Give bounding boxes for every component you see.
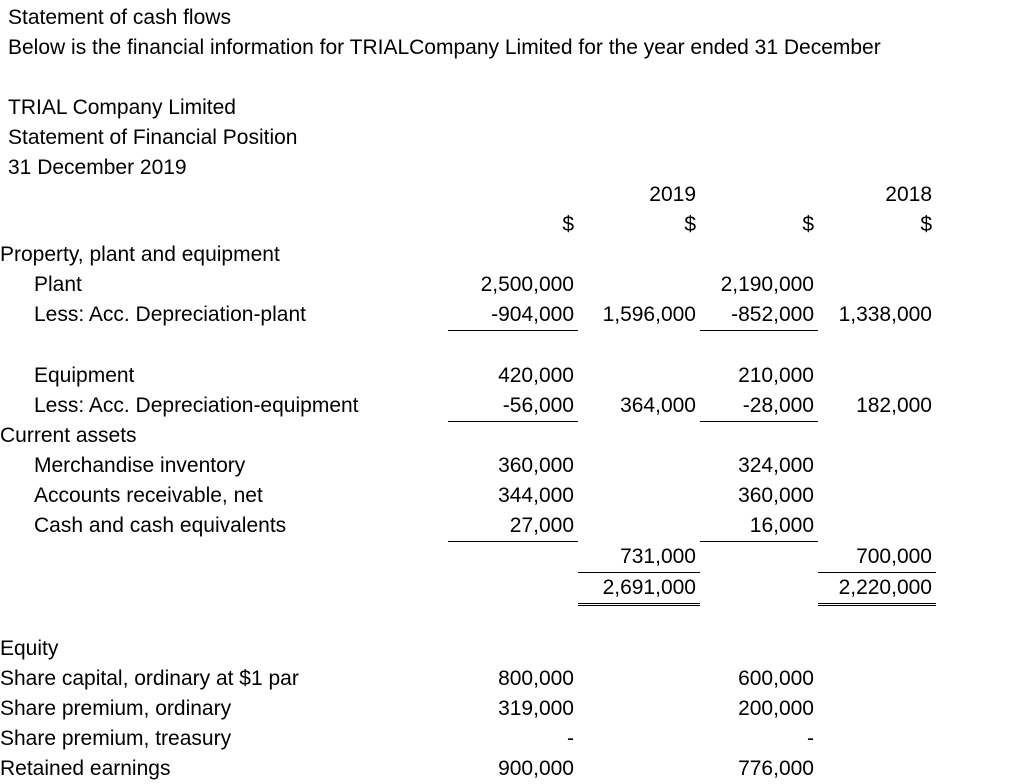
- value-cell: 344,000: [498, 484, 574, 507]
- value-cell: 2,190,000: [720, 273, 814, 296]
- table-row: [0, 451, 936, 481]
- table-row: [0, 270, 936, 300]
- value-cell: -28,000: [700, 391, 818, 422]
- document-title: Statement of cash flows: [8, 6, 231, 29]
- value-cell: -: [807, 727, 814, 750]
- statement-name: Statement of Financial Position: [8, 126, 298, 149]
- currency-header: $: [562, 213, 574, 236]
- value-cell: 324,000: [738, 454, 814, 477]
- value-cell: -904,000: [448, 300, 578, 331]
- row-label: Cash and cash equivalents: [34, 514, 287, 538]
- spacer-row: [0, 331, 936, 361]
- table-row: [0, 572, 936, 604]
- table-row: [0, 724, 936, 754]
- value-cell: 600,000: [738, 667, 814, 690]
- value-cell: 27,000: [448, 511, 578, 542]
- year-2019-header: 2019: [649, 183, 696, 206]
- table-row: [0, 240, 936, 270]
- row-label: Equipment: [34, 363, 135, 387]
- row-label: Retained earnings: [0, 757, 171, 780]
- year-2018-header: 2018: [885, 183, 932, 206]
- row-label: Share premium, ordinary: [0, 697, 232, 720]
- section-heading: Current assets: [0, 424, 137, 447]
- currency-header-row: [0, 210, 936, 240]
- table-row: [0, 542, 936, 573]
- row-label: Plant: [34, 273, 82, 296]
- currency-header: $: [920, 213, 932, 236]
- subtotal-cell: 1,596,000: [602, 303, 696, 327]
- table-row: [0, 361, 936, 391]
- row-label: Less: Acc. Depreciation-equipment: [34, 393, 359, 417]
- value-cell: 2,500,000: [480, 273, 574, 296]
- value-cell: 776,000: [738, 757, 814, 780]
- total-assets-2019: 2,691,000: [578, 572, 700, 604]
- subtotal-cell: 1,338,000: [838, 303, 932, 327]
- row-label: Share premium, treasury: [0, 727, 232, 750]
- document-intro: Below is the financial information for TRIALCompany Limited for the year ended 31 December: [8, 36, 881, 59]
- value-cell: 800,000: [498, 667, 574, 690]
- year-header-row: [0, 180, 936, 210]
- subtotal-cell: 182,000: [856, 393, 932, 417]
- value-cell: 900,000: [498, 757, 574, 780]
- value-cell: 420,000: [498, 363, 574, 387]
- row-label: Merchandise inventory: [34, 454, 246, 477]
- value-cell: 360,000: [738, 484, 814, 507]
- table-row: [0, 300, 936, 331]
- value-cell: 210,000: [738, 363, 814, 387]
- value-cell: 319,000: [498, 697, 574, 720]
- table-row: [0, 694, 936, 724]
- value-cell: -56,000: [448, 391, 578, 422]
- subtotal-cell: 364,000: [620, 393, 696, 417]
- value-cell: -: [567, 727, 574, 750]
- current-assets-total-2018: 700,000: [818, 542, 936, 573]
- currency-header: $: [802, 213, 814, 236]
- value-cell: 200,000: [738, 697, 814, 720]
- table-row: [0, 634, 936, 664]
- value-cell: 360,000: [498, 454, 574, 477]
- table-row: [0, 664, 936, 694]
- total-assets-2018: 2,220,000: [818, 572, 936, 604]
- section-heading: Equity: [0, 637, 59, 660]
- row-label: Share capital, ordinary at $1 par: [0, 667, 299, 690]
- section-heading: Property, plant and equipment: [0, 243, 280, 266]
- current-assets-total-2019: 731,000: [578, 542, 700, 573]
- row-label: Less: Acc. Depreciation-plant: [34, 303, 306, 327]
- value-cell: -852,000: [700, 300, 818, 331]
- row-label: Accounts receivable, net: [34, 484, 263, 507]
- statement-date: 31 December 2019: [8, 156, 187, 179]
- table-row: [0, 511, 936, 542]
- table-row: [0, 391, 936, 422]
- financial-position-table: [0, 180, 936, 784]
- table-row: [0, 421, 936, 451]
- spacer-row: [0, 604, 936, 634]
- value-cell: 16,000: [700, 511, 818, 542]
- currency-header: $: [684, 213, 696, 236]
- company-name: TRIAL Company Limited: [8, 96, 236, 119]
- table-row: [0, 481, 936, 511]
